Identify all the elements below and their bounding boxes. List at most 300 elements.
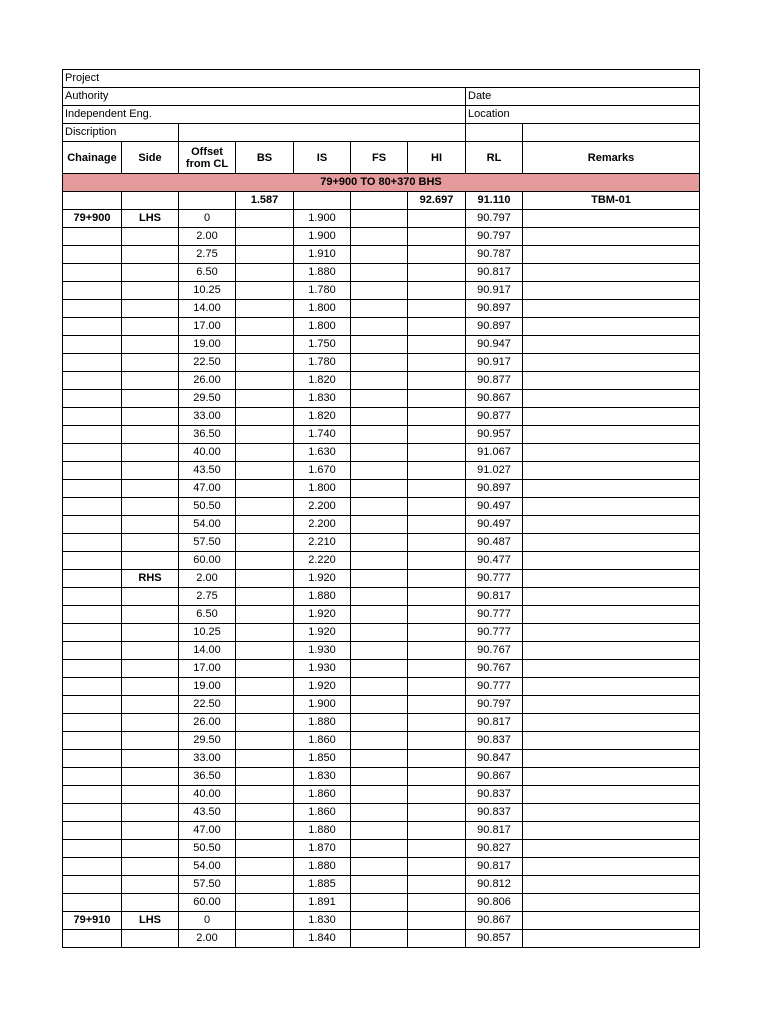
cell-rl: 90.797 [466,228,523,246]
cell-hi [408,858,466,876]
table-row [63,390,700,408]
cell-hi [408,840,466,858]
cell-remarks [523,480,700,498]
project-row [63,70,700,88]
cell-bs [236,282,294,300]
table-row [63,318,700,336]
cell-offset: 10.25 [179,282,236,300]
cell-fs [351,588,408,606]
cell-is: 1.740 [294,426,351,444]
cell-fs [351,408,408,426]
table-row [63,246,700,264]
table-row [63,516,700,534]
cell-side [122,606,179,624]
cell-bs [236,822,294,840]
cell-is: 1.880 [294,264,351,282]
cell-side [122,624,179,642]
cell-offset: 33.00 [179,750,236,768]
table-row [63,444,700,462]
table-row [63,210,700,228]
cell-bs [236,894,294,912]
cell-remarks [523,336,700,354]
cell-is: 1.860 [294,786,351,804]
cell-hi [408,714,466,732]
cell-chainage [63,480,122,498]
table-row [63,624,700,642]
cell-is: 1.820 [294,408,351,426]
cell-hi [408,408,466,426]
cell-bs [236,552,294,570]
cell-remarks [523,588,700,606]
cell-bs [236,210,294,228]
cell-offset: 50.50 [179,498,236,516]
cell-rl: 90.817 [466,858,523,876]
cell-side [122,552,179,570]
cell-chainage [63,246,122,264]
authority-row [63,88,700,106]
bench-is [294,192,351,210]
table-row [63,552,700,570]
cell-is: 1.830 [294,912,351,930]
description-value [179,124,466,142]
cell-chainage [63,408,122,426]
cell-side [122,480,179,498]
cell-side [122,750,179,768]
cell-offset: 50.50 [179,840,236,858]
cell-side [122,534,179,552]
cell-offset: 47.00 [179,822,236,840]
cell-hi [408,498,466,516]
cell-is: 1.880 [294,822,351,840]
cell-fs [351,876,408,894]
cell-hi [408,228,466,246]
independent-eng-row [63,106,700,124]
table-row [63,660,700,678]
cell-rl: 90.477 [466,552,523,570]
cell-bs [236,768,294,786]
cell-rl: 90.812 [466,876,523,894]
cell-bs [236,606,294,624]
cell-fs [351,516,408,534]
cell-side [122,354,179,372]
bench-rl: 91.110 [466,192,523,210]
cell-bs [236,246,294,264]
cell-fs [351,696,408,714]
table-row [63,840,700,858]
cell-hi [408,246,466,264]
cell-bs [236,660,294,678]
cell-fs [351,714,408,732]
cell-hi [408,894,466,912]
table-row [63,732,700,750]
cell-fs [351,426,408,444]
cell-remarks [523,264,700,282]
cell-remarks [523,444,700,462]
table-row [63,912,700,930]
cell-rl: 90.767 [466,660,523,678]
cell-fs [351,678,408,696]
cell-chainage [63,624,122,642]
header-remarks: Remarks [523,142,700,174]
cell-offset: 47.00 [179,480,236,498]
cell-is: 1.860 [294,804,351,822]
cell-offset: 14.00 [179,642,236,660]
cell-hi [408,462,466,480]
cell-rl: 90.917 [466,282,523,300]
cell-side [122,822,179,840]
cell-remarks [523,768,700,786]
cell-offset: 19.00 [179,336,236,354]
table-row [63,876,700,894]
table-row [63,786,700,804]
cell-remarks [523,930,700,948]
cell-is: 1.910 [294,246,351,264]
table-row [63,228,700,246]
table-row [63,696,700,714]
table-row [63,264,700,282]
cell-rl: 90.857 [466,930,523,948]
cell-remarks [523,228,700,246]
cell-side [122,444,179,462]
cell-hi [408,642,466,660]
cell-is: 1.780 [294,282,351,300]
cell-fs [351,480,408,498]
cell-remarks [523,498,700,516]
cell-rl: 90.797 [466,696,523,714]
cell-bs [236,750,294,768]
table-row [63,282,700,300]
cell-remarks [523,642,700,660]
cell-fs [351,552,408,570]
cell-offset: 14.00 [179,300,236,318]
cell-rl: 90.797 [466,210,523,228]
cell-fs [351,318,408,336]
cell-remarks [523,606,700,624]
column-header-row [63,142,700,174]
cell-chainage [63,696,122,714]
cell-remarks [523,678,700,696]
cell-remarks [523,750,700,768]
cell-side: LHS [122,912,179,930]
cell-offset: 33.00 [179,408,236,426]
cell-bs [236,876,294,894]
cell-side [122,786,179,804]
cell-rl: 90.817 [466,822,523,840]
cell-is: 1.820 [294,372,351,390]
cell-side [122,714,179,732]
cell-offset: 2.00 [179,228,236,246]
cell-rl: 90.867 [466,768,523,786]
cell-chainage: 79+910 [63,912,122,930]
cell-side [122,408,179,426]
cell-offset: 43.50 [179,804,236,822]
cell-bs [236,696,294,714]
cell-fs [351,498,408,516]
cell-fs [351,444,408,462]
cell-is: 1.780 [294,354,351,372]
cell-fs [351,534,408,552]
table-row [63,462,700,480]
cell-offset: 0 [179,210,236,228]
cell-hi [408,624,466,642]
cell-fs [351,624,408,642]
cell-remarks [523,624,700,642]
cell-bs [236,858,294,876]
cell-side [122,642,179,660]
cell-bs [236,498,294,516]
cell-bs [236,732,294,750]
header-bs: BS [236,142,294,174]
cell-rl: 90.837 [466,786,523,804]
header-fs: FS [351,142,408,174]
cell-remarks [523,570,700,588]
cell-is: 1.670 [294,462,351,480]
cell-is: 1.830 [294,390,351,408]
cell-side [122,264,179,282]
cell-chainage [63,552,122,570]
cell-bs [236,534,294,552]
cell-is: 1.880 [294,714,351,732]
cell-hi [408,336,466,354]
cell-remarks [523,858,700,876]
table-row [63,750,700,768]
cell-side [122,318,179,336]
cell-remarks [523,246,700,264]
cell-fs [351,750,408,768]
cell-remarks [523,462,700,480]
cell-side: LHS [122,210,179,228]
cell-is: 1.930 [294,660,351,678]
cell-remarks [523,300,700,318]
table-row [63,930,700,948]
cell-rl: 90.777 [466,678,523,696]
cell-bs [236,588,294,606]
cell-hi [408,912,466,930]
cell-offset: 40.00 [179,444,236,462]
cell-bs [236,228,294,246]
authority-label: Authority [63,88,466,106]
cell-offset: 22.50 [179,696,236,714]
cell-chainage [63,714,122,732]
table-row [63,426,700,444]
cell-offset: 26.00 [179,714,236,732]
cell-hi [408,732,466,750]
independent-eng-label: Independent Eng. [63,106,466,124]
cell-is: 1.860 [294,732,351,750]
cell-offset: 19.00 [179,678,236,696]
cell-fs [351,390,408,408]
cell-is: 2.210 [294,534,351,552]
cell-bs [236,426,294,444]
cell-remarks [523,840,700,858]
cell-hi [408,318,466,336]
cell-bs [236,390,294,408]
cell-fs [351,336,408,354]
cell-hi [408,570,466,588]
cell-bs [236,408,294,426]
cell-fs [351,840,408,858]
cell-remarks [523,552,700,570]
cell-rl: 90.867 [466,390,523,408]
cell-side [122,894,179,912]
cell-hi [408,264,466,282]
cell-bs [236,678,294,696]
cell-fs [351,354,408,372]
cell-remarks [523,516,700,534]
table-row [63,498,700,516]
cell-chainage [63,300,122,318]
cell-bs [236,300,294,318]
cell-fs [351,570,408,588]
cell-side [122,678,179,696]
cell-fs [351,606,408,624]
cell-chainage [63,354,122,372]
cell-rl: 90.777 [466,570,523,588]
table-row [63,480,700,498]
cell-chainage [63,858,122,876]
cell-side [122,858,179,876]
table-row [63,588,700,606]
section-band-row [63,174,700,192]
cell-bs [236,372,294,390]
table-row [63,336,700,354]
location-label: Location [466,106,700,124]
cell-hi [408,354,466,372]
cell-is: 1.900 [294,696,351,714]
cell-offset: 54.00 [179,516,236,534]
cell-chainage [63,822,122,840]
cell-remarks [523,426,700,444]
cell-remarks [523,786,700,804]
cell-rl: 90.817 [466,714,523,732]
cell-hi [408,480,466,498]
cell-rl: 91.027 [466,462,523,480]
cell-hi [408,768,466,786]
cell-hi [408,876,466,894]
cell-fs [351,300,408,318]
cell-rl: 90.777 [466,606,523,624]
cell-rl: 90.897 [466,480,523,498]
cell-side [122,282,179,300]
cell-is: 1.850 [294,750,351,768]
cell-remarks [523,210,700,228]
header-is: IS [294,142,351,174]
cell-is: 1.800 [294,300,351,318]
cell-fs [351,246,408,264]
bench-chainage [63,192,122,210]
cell-chainage [63,606,122,624]
cell-side [122,516,179,534]
cell-fs [351,894,408,912]
cell-offset: 26.00 [179,372,236,390]
cell-rl: 90.817 [466,264,523,282]
cell-chainage [63,390,122,408]
cell-offset: 17.00 [179,318,236,336]
cell-chainage: 79+900 [63,210,122,228]
cell-side [122,696,179,714]
cell-hi [408,804,466,822]
cell-side [122,390,179,408]
cell-rl: 91.067 [466,444,523,462]
cell-hi [408,750,466,768]
cell-remarks [523,696,700,714]
cell-chainage [63,930,122,948]
cell-hi [408,930,466,948]
cell-is: 1.800 [294,480,351,498]
cell-chainage [63,444,122,462]
cell-chainage [63,876,122,894]
cell-remarks [523,894,700,912]
cell-bs [236,336,294,354]
cell-fs [351,858,408,876]
cell-hi [408,300,466,318]
table-row [63,678,700,696]
cell-rl: 90.917 [466,354,523,372]
cell-hi [408,426,466,444]
cell-is: 1.920 [294,606,351,624]
cell-hi [408,282,466,300]
cell-chainage [63,732,122,750]
cell-rl: 90.487 [466,534,523,552]
cell-is: 1.885 [294,876,351,894]
level-sheet-table [62,69,700,948]
cell-offset: 29.50 [179,390,236,408]
cell-bs [236,516,294,534]
description-row [63,124,700,142]
cell-rl: 90.767 [466,642,523,660]
cell-is: 1.830 [294,768,351,786]
cell-bs [236,786,294,804]
cell-bs [236,570,294,588]
cell-rl: 90.877 [466,408,523,426]
cell-bs [236,840,294,858]
cell-side [122,732,179,750]
cell-chainage [63,660,122,678]
cell-bs [236,624,294,642]
cell-bs [236,264,294,282]
table-row [63,354,700,372]
cell-rl: 90.777 [466,624,523,642]
cell-rl: 90.947 [466,336,523,354]
table-row [63,606,700,624]
cell-side [122,372,179,390]
cell-fs [351,282,408,300]
cell-is: 2.200 [294,516,351,534]
cell-bs [236,480,294,498]
description-label: Discription [63,124,179,142]
bench-bs: 1.587 [236,192,294,210]
cell-chainage [63,372,122,390]
header-chainage: Chainage [63,142,122,174]
table-row [63,858,700,876]
cell-offset: 57.50 [179,876,236,894]
cell-rl: 90.806 [466,894,523,912]
cell-is: 1.880 [294,588,351,606]
project-label: Project [63,70,700,88]
cell-chainage [63,282,122,300]
cell-side [122,930,179,948]
cell-is: 1.750 [294,336,351,354]
cell-hi [408,678,466,696]
cell-remarks [523,282,700,300]
cell-hi [408,372,466,390]
cell-side [122,876,179,894]
cell-chainage [63,498,122,516]
table-row [63,804,700,822]
cell-hi [408,660,466,678]
description-blank-remarks [523,124,700,142]
cell-bs [236,318,294,336]
